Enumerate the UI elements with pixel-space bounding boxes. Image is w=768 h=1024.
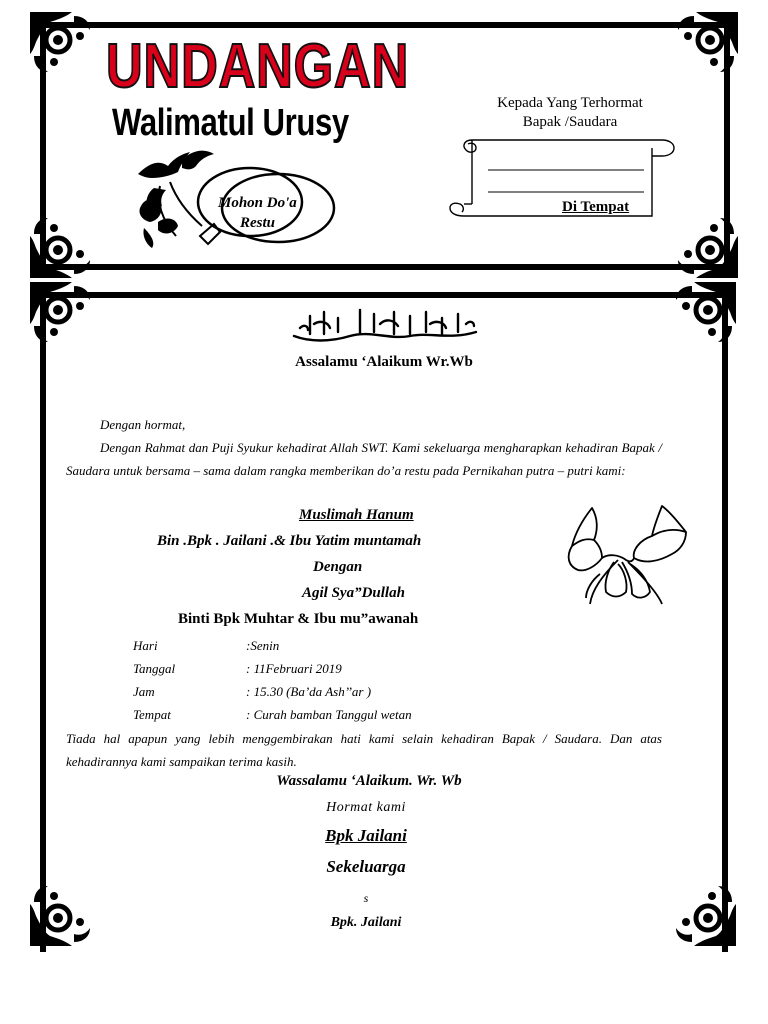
signer-name: Bpk Jailani xyxy=(325,826,407,845)
prayer-badge-line1: Mohon Do'a xyxy=(218,195,297,211)
floral-corner-icon xyxy=(30,876,100,946)
signer-name-repeat: Bpk. Jailani xyxy=(330,915,402,929)
regards-text: Hormat kami xyxy=(326,800,406,815)
groom-parents: Binti Bpk Muhtar & Ibu mu”awanah xyxy=(178,611,419,627)
bride-parents: Bin .Bpk . Jailani .& Ibu Yatim muntamah xyxy=(157,533,422,549)
floral-corner-icon xyxy=(30,12,100,82)
event-value: :Senin xyxy=(246,638,280,653)
signature-mark: s xyxy=(363,891,369,905)
basmalah-calligraphy xyxy=(290,306,480,346)
doves-with-bells-icon xyxy=(562,500,692,608)
event-value: : 11Februari 2019 xyxy=(246,661,342,676)
floral-corner-icon xyxy=(668,208,738,278)
destination-label: Di Tempat xyxy=(562,199,630,215)
groom-name: Agil Sya”Dullah xyxy=(302,585,405,601)
floral-corner-icon xyxy=(668,12,738,82)
recipient-line1: Kepada Yang Terhormat xyxy=(497,95,643,111)
event-value: : Curah bamban Tanggul wetan xyxy=(246,707,412,722)
prayer-badge-line2: Restu xyxy=(240,215,276,231)
floral-corner-icon xyxy=(30,282,100,352)
event-value: : 15.30 (Ba’da Ash’’ar ) xyxy=(246,684,372,699)
family-text: Sekeluarga xyxy=(326,857,406,876)
floral-corner-icon xyxy=(666,876,736,946)
intro-paragraph: Dengan Rahmat dan Puji Syukur kehadirat Allah SWT. Kami sekeluarga mengharapkan kehadiran Bapak / Saudara untuk bersama – sama dalam rangka memberikan do’a restu pada Pernikahan putra – putri kami: xyxy=(66,440,662,478)
invitation-title: UNDANGAN xyxy=(106,32,410,101)
salutation: Dengan hormat, xyxy=(100,417,186,432)
prayer-badge xyxy=(218,193,297,233)
invitation-subtitle: Walimatul Urusy xyxy=(112,102,349,144)
event-label: Tempat xyxy=(133,707,171,722)
event-label: Hari xyxy=(133,638,158,653)
floral-corner-icon xyxy=(30,208,100,278)
bride-name: Muslimah Hanum xyxy=(299,507,414,523)
event-label: Tanggal xyxy=(133,661,176,676)
floral-corner-icon xyxy=(666,282,736,352)
closing-paragraph: Tiada hal apapun yang lebih menggembirakan hati kami selain kehadiran Bapak / Saudara. Dan atas kehadirannya kami sampaikan terima kasih. xyxy=(66,731,662,769)
connector-text: Dengan xyxy=(313,559,363,575)
opening-greeting: Assalamu ‘Alaikum Wr.Wb xyxy=(295,354,473,370)
closing-greeting: Wassalamu ‘Alaikum. Wr. Wb xyxy=(276,773,462,789)
event-label: Jam xyxy=(133,684,155,699)
recipient-line2: Bapak /Saudara xyxy=(522,114,618,130)
